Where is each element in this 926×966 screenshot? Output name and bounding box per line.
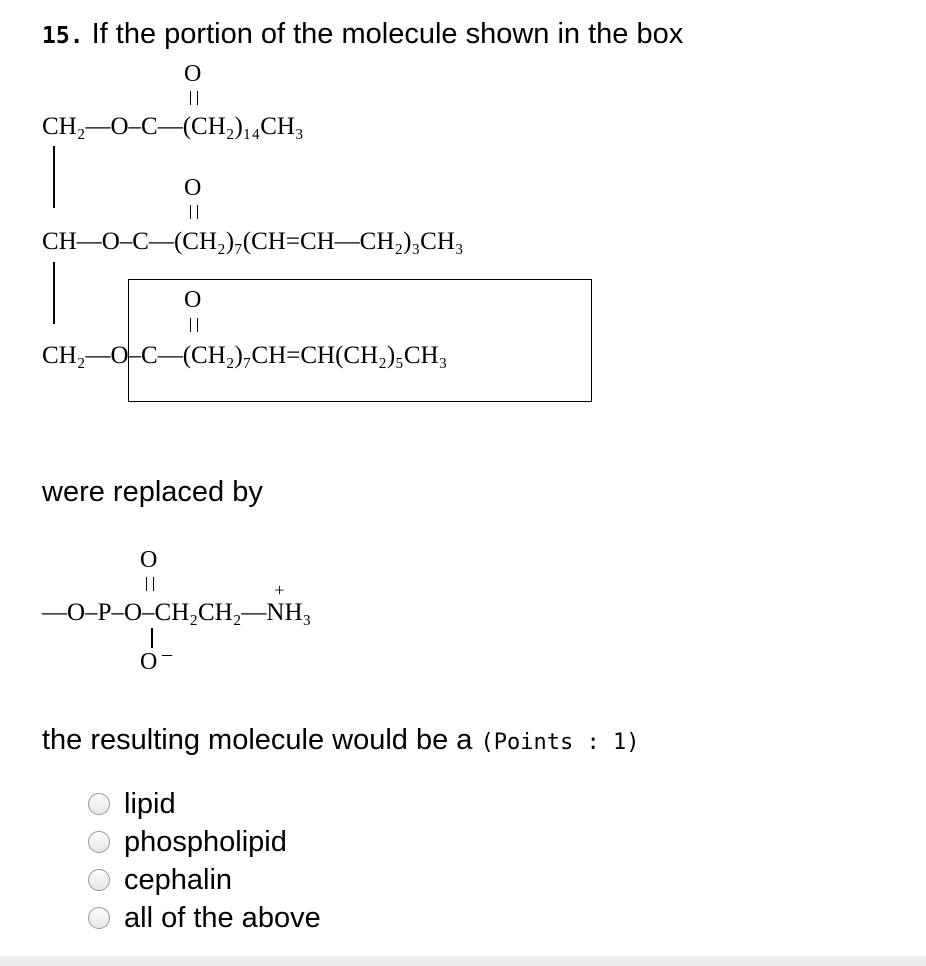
carbonyl-oxygen-3: O xyxy=(184,287,202,313)
option-label: all of the above xyxy=(124,901,321,934)
option-label: cephalin xyxy=(124,863,233,896)
carbonyl-oxygen-2: O xyxy=(184,175,202,201)
phosphate-single-bond xyxy=(151,628,153,648)
radio-button[interactable] xyxy=(88,907,110,929)
radio-button[interactable] xyxy=(88,831,110,853)
double-bond-3 xyxy=(190,318,198,332)
chain-row-3: CH₂—O–C—(CH₂)₇CH=CH(CH₂)₅CH₃ xyxy=(42,342,448,369)
carbonyl-carbon-3: C xyxy=(141,342,158,369)
backbone-bond-1 xyxy=(53,146,55,208)
backbone-bond-2 xyxy=(53,262,55,324)
phosphate-double-bond xyxy=(146,577,154,591)
double-bond-2 xyxy=(190,205,198,219)
result-prompt: the resulting molecule would be a (Points : 1) xyxy=(42,724,640,756)
positive-charge: + xyxy=(274,580,285,600)
option-label: phospholipid xyxy=(124,825,287,858)
answer-options xyxy=(88,785,321,937)
phosphorus-atom: P xyxy=(97,599,112,626)
option-phospholipid[interactable] xyxy=(88,823,321,861)
replaced-by-text: were replaced by xyxy=(42,476,263,508)
option-label: lipid xyxy=(124,787,176,820)
option-all-of-the-above[interactable] xyxy=(88,899,321,937)
chain-row-1: CH₂—O–C—(CH₂)₁₄CH₃ xyxy=(42,113,304,140)
option-cephalin[interactable] xyxy=(88,861,321,899)
ammonium: NH₃ + xyxy=(266,580,312,626)
replacement-chain: —O–P–O–CH₂CH₂—NH₃ + xyxy=(42,580,312,626)
negative-charge: – xyxy=(162,643,172,665)
page-bottom-divider xyxy=(0,956,926,966)
carbonyl-carbon-2: C xyxy=(132,228,149,255)
question-number: 15. xyxy=(42,23,84,49)
carbonyl-oxygen-1: O xyxy=(184,61,202,87)
question-stem-text: If the portion of the molecule shown in the box xyxy=(91,18,684,50)
double-bond-1 xyxy=(190,91,198,105)
points-label: (Points : 1) xyxy=(480,730,640,755)
radio-button[interactable] xyxy=(88,869,110,891)
chain-row-2: CH—O–C—(CH₂)₇(CH=CH—CH₂)₃CH₃ xyxy=(42,228,464,255)
phosphate-top-oxygen: O xyxy=(140,547,158,573)
carbonyl-carbon-1: C xyxy=(141,113,158,140)
phosphate-bottom-oxygen: O xyxy=(140,649,158,675)
question-stem xyxy=(42,18,683,51)
radio-button[interactable] xyxy=(88,793,110,815)
option-lipid[interactable] xyxy=(88,785,321,823)
